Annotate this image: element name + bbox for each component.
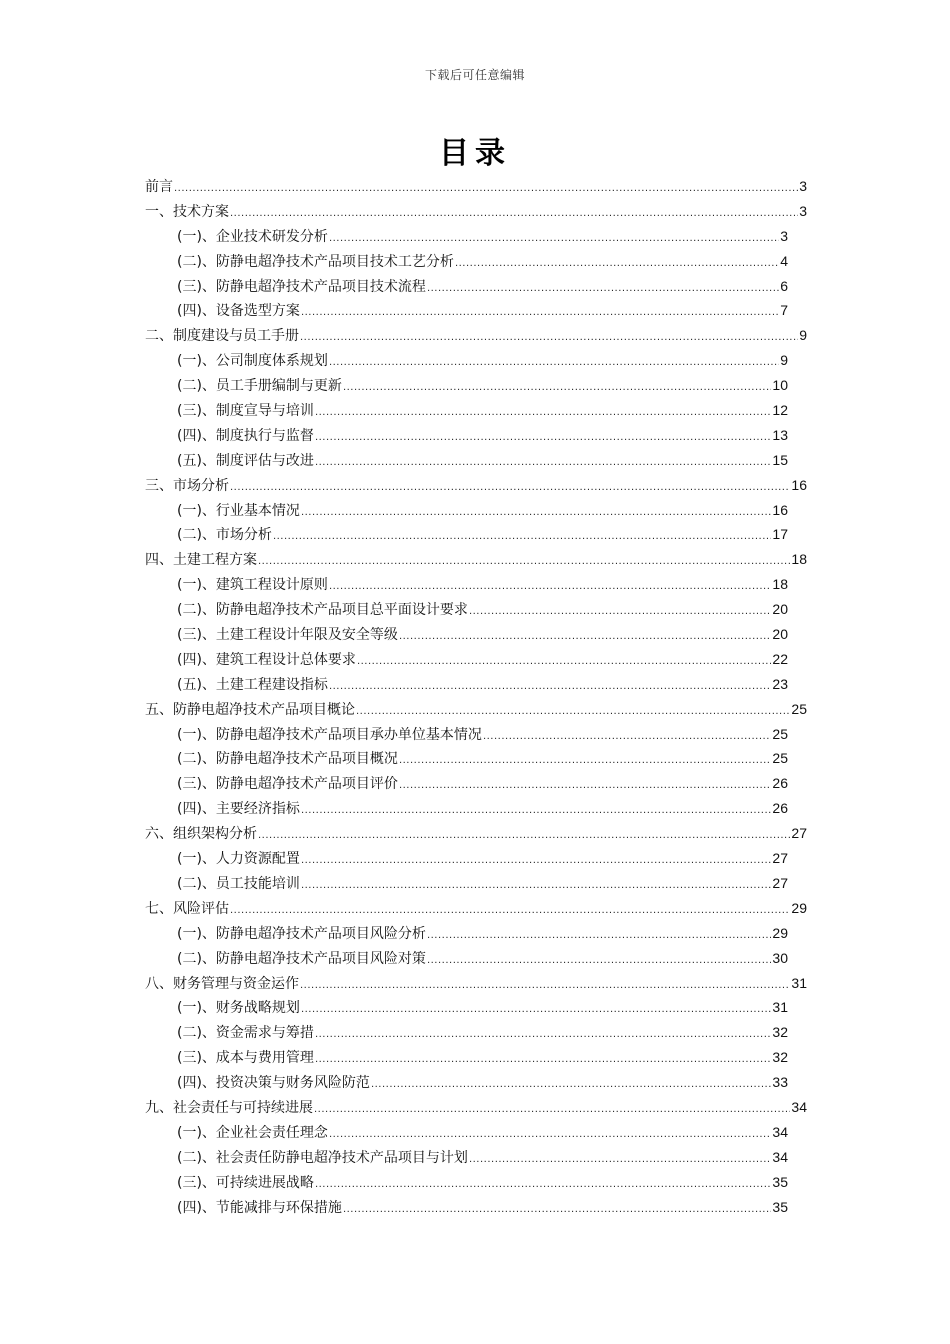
toc-page-number: 20 <box>772 601 788 618</box>
toc-entry-label: (一)、企业技术研发分析 <box>177 228 328 245</box>
toc-section-entry[interactable] <box>145 946 807 971</box>
toc-page-number: 32 <box>772 1024 788 1041</box>
toc-page-number: 34 <box>772 1148 788 1165</box>
toc-page-number: 31 <box>791 974 807 991</box>
toc-chapter-entry[interactable] <box>145 821 807 846</box>
toc-section-entry[interactable] <box>145 771 807 796</box>
toc-page-number: 27 <box>772 850 788 867</box>
toc-entry-label: 八、财务管理与资金运作 <box>145 975 299 992</box>
toc-section-entry[interactable] <box>145 274 807 299</box>
toc-chapter-entry[interactable] <box>145 199 807 224</box>
toc-dot-leader <box>399 774 771 799</box>
toc-dot-leader <box>356 700 790 725</box>
toc-page-number: 31 <box>772 999 788 1016</box>
toc-dot-leader <box>301 998 771 1023</box>
toc-page-number: 3 <box>799 202 807 219</box>
toc-page-number: 25 <box>772 725 788 742</box>
toc-section-entry[interactable] <box>145 522 807 547</box>
toc-page-number: 29 <box>772 924 788 941</box>
toc-section-entry[interactable] <box>145 995 807 1020</box>
table-of-contents <box>145 174 807 1219</box>
toc-section-entry[interactable] <box>145 597 807 622</box>
toc-section-entry[interactable] <box>145 249 807 274</box>
toc-page-number: 6 <box>780 277 788 294</box>
toc-entry-label: (二)、防静电超净技术产品项目总平面设计要求 <box>177 602 468 619</box>
toc-page-number: 4 <box>780 252 788 269</box>
toc-chapter-entry[interactable] <box>145 174 807 199</box>
toc-dot-leader <box>427 277 779 302</box>
toc-page-number: 34 <box>772 1123 788 1140</box>
toc-entry-label: (二)、防静电超净技术产品项目技术工艺分析 <box>177 253 454 270</box>
toc-page-number: 32 <box>772 1049 788 1066</box>
toc-entry-label: (二)、市场分析 <box>177 527 272 544</box>
toc-page-number: 25 <box>791 700 807 717</box>
toc-entry-label: (一)、防静电超净技术产品项目承办单位基本情况 <box>177 726 482 743</box>
toc-dot-leader <box>343 1198 771 1223</box>
toc-page-number: 9 <box>799 327 807 344</box>
toc-dot-leader <box>301 849 771 874</box>
toc-entry-label: (三)、土建工程设计年限及安全等级 <box>177 627 398 644</box>
toc-entry-label: (一)、财务战略规划 <box>177 1000 300 1017</box>
toc-dot-leader <box>455 252 779 277</box>
toc-section-entry[interactable] <box>145 348 807 373</box>
toc-section-entry[interactable] <box>145 846 807 871</box>
toc-entry-label: 四、土建工程方案 <box>145 552 257 569</box>
toc-page-number: 25 <box>772 750 788 767</box>
toc-dot-leader <box>300 326 798 351</box>
toc-page-number: 7 <box>780 302 788 319</box>
toc-page-number: 23 <box>772 675 788 692</box>
toc-page-number: 3 <box>799 178 807 194</box>
toc-entry-label: (四)、制度执行与监督 <box>177 427 314 444</box>
toc-entry-label: (二)、防静电超净技术产品项目风险对策 <box>177 950 426 967</box>
toc-section-entry[interactable] <box>145 871 807 896</box>
toc-section-entry[interactable] <box>145 572 807 597</box>
toc-entry-label: (一)、企业社会责任理念 <box>177 1124 328 1141</box>
toc-section-entry[interactable] <box>145 921 807 946</box>
toc-dot-leader <box>399 749 771 774</box>
toc-section-entry[interactable] <box>145 1145 807 1170</box>
toc-dot-leader <box>343 376 771 401</box>
toc-dot-leader <box>329 1123 771 1148</box>
toc-dot-leader <box>315 451 771 476</box>
toc-dot-leader <box>301 501 771 526</box>
toc-section-entry[interactable] <box>145 1120 807 1145</box>
toc-dot-leader <box>315 1173 771 1198</box>
toc-dot-leader <box>301 799 771 824</box>
toc-dot-leader <box>230 899 790 924</box>
toc-entry-label: (四)、节能减排与环保措施 <box>177 1199 342 1216</box>
toc-entry-label: 前言 <box>145 179 173 195</box>
toc-page-number: 26 <box>772 800 788 817</box>
toc-page-number: 22 <box>772 650 788 667</box>
toc-page-number: 27 <box>791 825 807 842</box>
toc-entry-label: (二)、社会责任防静电超净技术产品项目与计划 <box>177 1149 468 1166</box>
toc-page-number: 12 <box>772 402 788 419</box>
toc-chapter-entry[interactable] <box>145 473 807 498</box>
toc-dot-leader <box>230 202 798 227</box>
toc-entry-label: 七、风险评估 <box>145 900 229 917</box>
toc-dot-leader <box>329 227 779 252</box>
toc-page-number: 18 <box>772 576 788 593</box>
toc-entry-label: (三)、防静电超净技术产品项目评价 <box>177 776 398 793</box>
toc-section-entry[interactable] <box>145 1045 807 1070</box>
toc-dot-leader <box>329 675 771 700</box>
toc-entry-label: (五)、制度评估与改进 <box>177 452 314 469</box>
toc-section-entry[interactable] <box>145 224 807 249</box>
toc-entry-label: (五)、土建工程建设指标 <box>177 676 328 693</box>
toc-entry-label: (三)、制度宣导与培训 <box>177 403 314 420</box>
toc-dot-leader <box>399 625 771 650</box>
toc-page-number: 34 <box>791 1098 807 1115</box>
toc-dot-leader <box>469 1148 771 1173</box>
toc-section-entry[interactable] <box>145 1070 807 1095</box>
toc-entry-label: 九、社会责任与可持续进展 <box>145 1099 313 1116</box>
toc-section-entry[interactable] <box>145 298 807 323</box>
toc-section-entry[interactable] <box>145 498 807 523</box>
toc-section-entry[interactable] <box>145 1170 807 1195</box>
toc-section-entry[interactable] <box>145 423 807 448</box>
toc-section-entry[interactable] <box>145 448 807 473</box>
toc-dot-leader <box>427 949 771 974</box>
toc-section-entry[interactable] <box>145 722 807 747</box>
toc-entry-label: (一)、公司制度体系规划 <box>177 353 328 370</box>
toc-dot-leader <box>315 401 771 426</box>
toc-page-number: 16 <box>772 501 788 518</box>
toc-page-number: 9 <box>780 352 788 369</box>
toc-section-entry[interactable] <box>145 622 807 647</box>
toc-dot-leader <box>230 476 790 501</box>
toc-entry-label: (一)、行业基本情况 <box>177 502 300 519</box>
toc-page-number: 33 <box>772 1074 788 1091</box>
toc-chapter-entry[interactable] <box>145 1095 807 1120</box>
toc-section-entry[interactable] <box>145 1020 807 1045</box>
toc-entry-label: (一)、建筑工程设计原则 <box>177 577 328 594</box>
toc-entry-label: 五、防静电超净技术产品项目概论 <box>145 701 355 718</box>
toc-entry-label: (二)、资金需求与筹措 <box>177 1025 314 1042</box>
toc-entry-label: (四)、主要经济指标 <box>177 801 300 818</box>
toc-chapter-entry[interactable] <box>145 971 807 996</box>
toc-page-number: 17 <box>772 526 788 543</box>
toc-chapter-entry[interactable] <box>145 323 807 348</box>
toc-dot-leader <box>315 426 771 451</box>
toc-page-number: 35 <box>772 1173 788 1190</box>
toc-section-entry[interactable] <box>145 647 807 672</box>
toc-entry-label: (四)、投资决策与财务风险防范 <box>177 1075 370 1092</box>
toc-dot-leader <box>301 301 779 326</box>
toc-dot-leader <box>329 575 771 600</box>
toc-entry-label: (二)、防静电超净技术产品项目概况 <box>177 751 398 768</box>
toc-entry-label: (二)、员工手册编制与更新 <box>177 378 342 395</box>
toc-chapter-entry[interactable] <box>145 896 807 921</box>
toc-dot-leader <box>258 550 790 575</box>
toc-title: 目录 <box>439 136 511 171</box>
toc-section-entry[interactable] <box>145 398 807 423</box>
toc-page-number: 3 <box>780 227 788 244</box>
toc-dot-leader <box>427 924 771 949</box>
toc-page-number: 26 <box>772 775 788 792</box>
toc-page-number: 15 <box>772 451 788 468</box>
toc-section-entry[interactable] <box>145 796 807 821</box>
toc-entry-label: (四)、建筑工程设计总体要求 <box>177 651 356 668</box>
toc-entry-label: (三)、防静电超净技术产品项目技术流程 <box>177 278 426 295</box>
toc-dot-leader <box>469 600 771 625</box>
toc-entry-label: (一)、防静电超净技术产品项目风险分析 <box>177 925 426 942</box>
toc-dot-leader <box>315 1048 771 1073</box>
toc-entry-label: (三)、成本与费用管理 <box>177 1050 314 1067</box>
toc-page-number: 35 <box>772 1198 788 1215</box>
toc-page-number: 27 <box>772 874 788 891</box>
toc-dot-leader <box>315 1023 771 1048</box>
toc-entry-label: (二)、员工技能培训 <box>177 875 300 892</box>
toc-page-number: 10 <box>772 377 788 394</box>
toc-chapter-entry[interactable] <box>145 547 807 572</box>
toc-section-entry[interactable] <box>145 373 807 398</box>
toc-entry-label: 一、技术方案 <box>145 203 229 220</box>
toc-dot-leader <box>314 1098 790 1123</box>
toc-section-entry[interactable] <box>145 672 807 697</box>
toc-dot-leader <box>174 177 798 202</box>
toc-page-number: 13 <box>772 426 788 443</box>
header-note: 下载后可任意编辑 <box>424 68 525 82</box>
toc-dot-leader <box>301 874 771 899</box>
toc-chapter-entry[interactable] <box>145 697 807 722</box>
toc-dot-leader <box>329 351 779 376</box>
toc-entry-label: 二、制度建设与员工手册 <box>145 328 299 345</box>
toc-entry-label: (一)、人力资源配置 <box>177 851 300 868</box>
toc-page-number: 29 <box>791 899 807 916</box>
toc-dot-leader <box>371 1073 771 1098</box>
toc-dot-leader <box>273 525 771 550</box>
toc-entry-label: 六、组织架构分析 <box>145 826 257 843</box>
toc-section-entry[interactable] <box>145 746 807 771</box>
toc-entry-label: 三、市场分析 <box>145 477 229 494</box>
toc-dot-leader <box>300 974 790 999</box>
toc-section-entry[interactable] <box>145 1195 807 1220</box>
toc-entry-label: (四)、设备选型方案 <box>177 303 300 320</box>
toc-page-number: 30 <box>772 949 788 966</box>
toc-page-number: 16 <box>791 476 807 493</box>
toc-dot-leader <box>483 725 771 750</box>
toc-dot-leader <box>258 824 790 849</box>
toc-page-number: 18 <box>791 551 807 568</box>
toc-dot-leader <box>357 650 771 675</box>
toc-entry-label: (三)、可持续进展战略 <box>177 1174 314 1191</box>
toc-page-number: 20 <box>772 626 788 643</box>
